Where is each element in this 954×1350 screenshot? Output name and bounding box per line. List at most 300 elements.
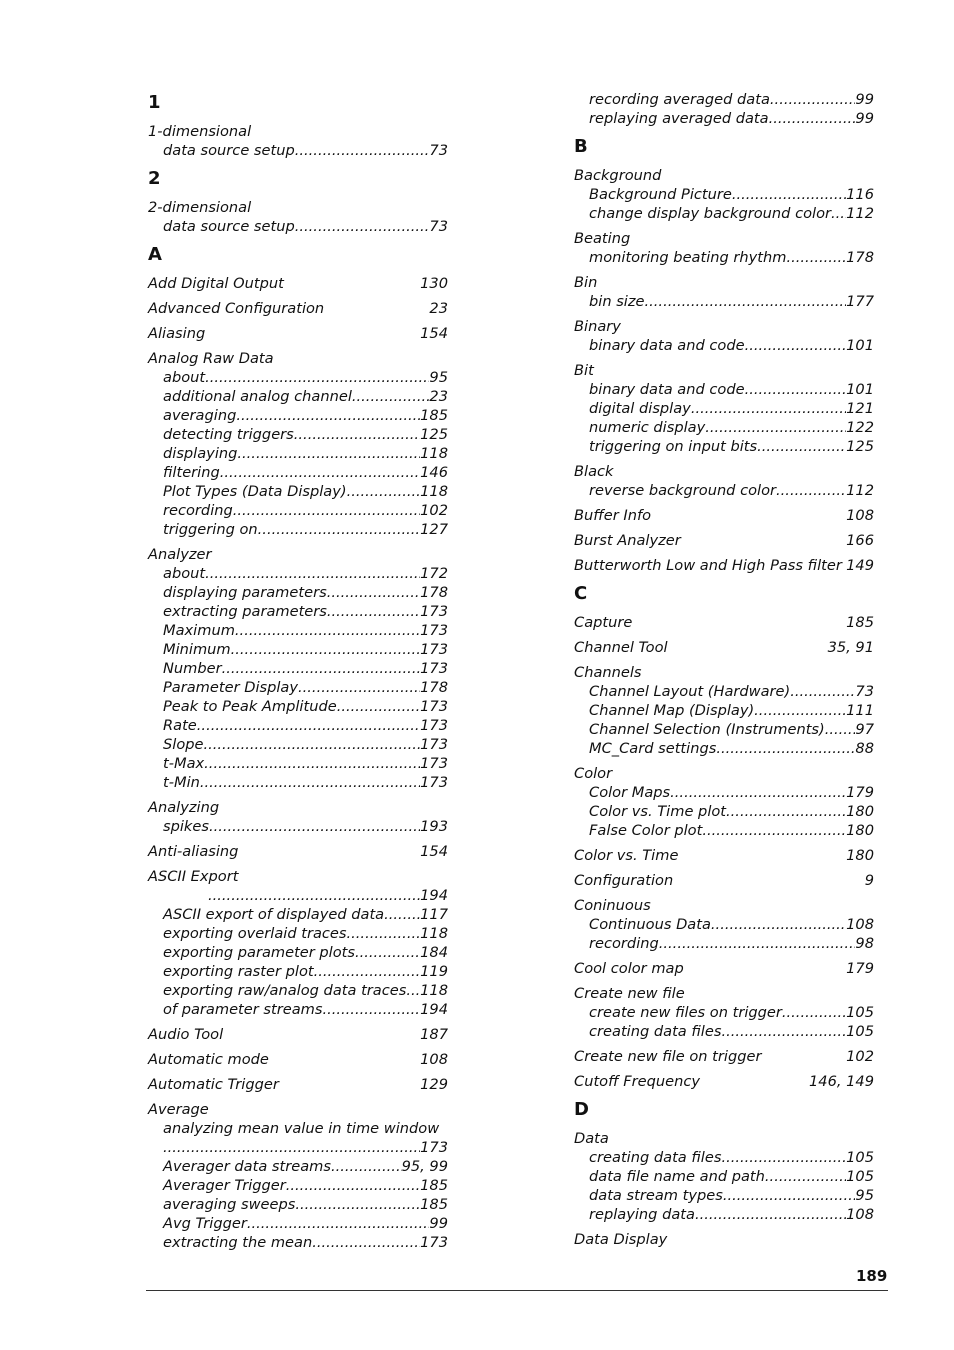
index-subentry (148, 754, 448, 773)
index-entry (574, 462, 874, 500)
index-entry (148, 1100, 448, 1252)
index-subentry-text: False Color plot (589, 822, 703, 839)
index-column-right (574, 90, 874, 1249)
dot-leader (705, 418, 846, 437)
index-page-ref: 127 (420, 521, 448, 538)
index-page-ref: 108 (846, 507, 874, 524)
index-term-row (574, 663, 874, 682)
index-term-row (148, 1025, 448, 1044)
dot-leader (231, 640, 421, 659)
index-subentry-text: of parameter streams (163, 1001, 323, 1018)
dot-leader (347, 924, 421, 943)
index-subentry-text: replaying averaged data (589, 110, 769, 127)
index-subentry (574, 248, 874, 267)
index-letter-heading: A (148, 244, 162, 265)
index-page-ref: 108 (846, 1206, 874, 1223)
dot-leader (331, 1157, 402, 1176)
dot-leader (204, 735, 421, 754)
index-page-ref: 97 (855, 721, 874, 738)
index-page-ref: 23 (429, 300, 448, 317)
index-term: Channels (574, 664, 642, 681)
dot-leader (406, 981, 420, 1000)
dot-leader (337, 697, 420, 716)
index-page-ref: 95 (855, 1187, 874, 1204)
index-subentry-text: Minimum (163, 641, 231, 658)
dot-leader (205, 368, 429, 387)
index-subentry-text: data stream types (589, 1187, 723, 1204)
index-subentry-text: analyzing mean value in time window (163, 1120, 440, 1137)
index-page-ref: 118 (420, 925, 448, 942)
index-page-ref: 121 (846, 400, 874, 417)
index-subentry-text: creating data files (589, 1023, 722, 1040)
index-subentry-text: monitoring beating rhythm (589, 249, 787, 266)
index-term-row (574, 317, 874, 336)
index-subentry (148, 368, 448, 387)
index-subentry (148, 602, 448, 621)
index-subentry-text: displaying parameters (163, 584, 327, 601)
index-subentry-text: about (163, 565, 206, 582)
index-subentry (148, 141, 448, 160)
index-page-ref: 98 (855, 935, 874, 952)
dot-leader (721, 1022, 846, 1041)
index-subentry (148, 640, 448, 659)
index-subentry (574, 739, 874, 758)
index-subentry (148, 943, 448, 962)
dot-leader (327, 583, 420, 602)
dot-leader (237, 444, 420, 463)
dot-leader (384, 905, 420, 924)
index-term: 2-dimensional (148, 199, 252, 216)
index-subentry (574, 821, 874, 840)
index-term-row (148, 299, 448, 318)
index-entry (574, 361, 874, 456)
index-subentry (574, 701, 874, 720)
index-term: Audio Tool (148, 1026, 224, 1043)
index-entry (574, 1047, 874, 1066)
index-subentry-text: about (163, 369, 206, 386)
index-term-row (574, 1072, 874, 1091)
index-term: Cutoff Frequency (574, 1073, 701, 1090)
index-page-ref: 23 (429, 388, 448, 405)
index-page-ref: 95 (429, 369, 448, 386)
index-subentry-text: MC_Card settings (589, 740, 717, 757)
index-term-row (148, 324, 448, 343)
index-page-ref: 125 (420, 426, 448, 443)
index-subentry (574, 204, 874, 223)
index-subentry-text: spikes (163, 818, 209, 835)
index-letter-heading: 1 (148, 92, 161, 113)
index-page-ref: 154 (420, 325, 448, 342)
index-page-ref: 105 (846, 1004, 874, 1021)
index-term: Average (148, 1101, 209, 1118)
index-subentry (148, 583, 448, 602)
index-letter-heading: C (574, 583, 588, 604)
index-subentry (148, 735, 448, 754)
index-page-ref: 185 (420, 1196, 448, 1213)
index-subentry (574, 802, 874, 821)
index-term: Beating (574, 230, 631, 247)
index-subentry-text: exporting parameter plots (163, 944, 355, 961)
index-term-row (574, 506, 874, 525)
index-subentry-text: Number (163, 660, 222, 677)
index-subentry-text: triggering on input bits (589, 438, 758, 455)
index-page-ref: 112 (846, 482, 874, 499)
dot-leader (205, 564, 420, 583)
index-term: Bit (574, 362, 594, 379)
index-term-row (148, 867, 448, 886)
index-page-ref: 88 (855, 740, 874, 757)
index-entry (574, 896, 874, 953)
index-subentry (574, 418, 874, 437)
index-subentry (148, 905, 448, 924)
index-term-row (574, 764, 874, 783)
index-page-ref: 173 (420, 717, 448, 734)
index-page-ref: 173 (420, 755, 448, 772)
index-subentry-text: recording (589, 935, 659, 952)
index-subentry-text: Averager data streams (163, 1158, 331, 1175)
index-subentry-text: data file name and path (589, 1168, 765, 1185)
index-entry (148, 545, 448, 792)
dot-leader (286, 1176, 420, 1195)
index-page-ref: 179 (846, 784, 874, 801)
index-subentry (148, 406, 448, 425)
dot-leader (209, 817, 420, 836)
index-term: Binary (574, 318, 621, 335)
dot-leader (222, 659, 421, 678)
index-term: Buffer Info (574, 507, 652, 524)
index-term: Analyzing (148, 799, 220, 816)
index-page-ref: 108 (846, 916, 874, 933)
index-entry (574, 871, 874, 890)
index-subentry (148, 387, 448, 406)
index-subentry-text: exporting raw/analog data traces (163, 982, 407, 999)
index-term: Configuration (574, 872, 674, 889)
index-page-ref: 73 (429, 142, 448, 159)
index-term: Add Digital Output (148, 275, 284, 292)
index-subentry (574, 1186, 874, 1205)
index-subentry (574, 109, 874, 128)
index-subentry (148, 924, 448, 943)
index-entry (574, 229, 874, 267)
index-subentry (574, 1148, 874, 1167)
index-entry (148, 1075, 448, 1094)
index-term: Background (574, 167, 662, 184)
index-page-ref: 35, 91 (827, 639, 874, 656)
index-entry (574, 663, 874, 758)
dot-leader (831, 204, 846, 223)
index-subentry (574, 1003, 874, 1022)
index-entry (148, 349, 448, 539)
index-subentry (148, 817, 448, 836)
dot-leader (726, 802, 846, 821)
index-page-ref: 9 (864, 872, 874, 889)
index-term-row (148, 349, 448, 368)
index-page-ref: 116 (846, 186, 874, 203)
index-subentry-text: Rate (163, 717, 197, 734)
index-subentry (148, 1119, 448, 1138)
index-page-ref: 173 (420, 698, 448, 715)
index-subentry-text: detecting triggers (163, 426, 294, 443)
index-page-ref: 73 (855, 683, 874, 700)
index-subentry-text: filtering (163, 464, 220, 481)
index-term: Automatic mode (148, 1051, 269, 1068)
index-subentry-text: Color Maps (589, 784, 671, 801)
index-page-ref: 173 (420, 1234, 448, 1251)
index-subentry-text: Background Picture (589, 186, 732, 203)
index-subentry (574, 90, 874, 109)
index-entry (574, 764, 874, 840)
index-subentry (574, 481, 874, 500)
index-term: Bin (574, 274, 598, 291)
dot-leader (757, 437, 846, 456)
index-subentry-text: averaging (163, 407, 237, 424)
index-term: Advanced Configuration (148, 300, 325, 317)
index-subentry-text: Channel Map (Display) (589, 702, 755, 719)
index-entry (574, 613, 874, 632)
index-entry (148, 274, 448, 293)
index-subentry (574, 934, 874, 953)
index-term-row (148, 1100, 448, 1119)
index-term-row (574, 846, 874, 865)
index-page-ref: 173 (420, 622, 448, 639)
index-subentry (148, 678, 448, 697)
index-page-ref: 178 (846, 249, 874, 266)
index-term: Capture (574, 614, 633, 631)
dot-leader (235, 621, 420, 640)
index-subentry-text: bin size (589, 293, 645, 310)
index-page-ref: 185 (420, 407, 448, 424)
index-subentry-text: recording averaged data (589, 91, 770, 108)
dot-leader (295, 217, 430, 236)
dot-leader (204, 754, 420, 773)
dot-leader (322, 1000, 420, 1019)
index-subentry (148, 1138, 448, 1157)
index-subentry-text: exporting overlaid traces (163, 925, 347, 942)
index-page-ref: 111 (846, 702, 874, 719)
index-subentry-text: Continuous Data (589, 916, 711, 933)
index-subentry (148, 962, 448, 981)
index-page-ref: 146 (420, 464, 448, 481)
index-entry (574, 638, 874, 657)
index-subentry (148, 564, 448, 583)
index-page-ref: 130 (420, 275, 448, 292)
index-subentry (148, 1195, 448, 1214)
index-entry (148, 1025, 448, 1044)
index-term-row (574, 1047, 874, 1066)
index-page-ref: 172 (420, 565, 448, 582)
dot-leader (825, 720, 856, 739)
index-entry (148, 122, 448, 160)
index-term: Coninuous (574, 897, 651, 914)
index-subentry (574, 185, 874, 204)
index-entry (574, 531, 874, 550)
index-subentry-text: Maximum (163, 622, 235, 639)
index-letter-heading: B (574, 136, 588, 157)
index-subentry-text: triggering on (163, 521, 258, 538)
index-page-ref: 101 (846, 337, 874, 354)
index-subentry (574, 915, 874, 934)
index-term-row (574, 462, 874, 481)
index-term-row (574, 1230, 874, 1249)
index-term-row (574, 229, 874, 248)
index-page-ref: 173 (420, 641, 448, 658)
index-page-ref: 173 (420, 660, 448, 677)
index-subentry (148, 886, 448, 905)
index-entry (574, 1230, 874, 1249)
index-subentry (148, 659, 448, 678)
index-term-row (574, 273, 874, 292)
index-term: Automatic Trigger (148, 1076, 279, 1093)
index-term: Channel Tool (574, 639, 668, 656)
index-letter-heading: 2 (148, 168, 161, 189)
index-subentry (148, 1214, 448, 1233)
index-subentry (148, 501, 448, 520)
index-page-ref: 99 (855, 91, 874, 108)
dot-leader (732, 185, 846, 204)
index-entry (574, 1072, 874, 1091)
index-entry (574, 273, 874, 311)
dot-leader (327, 602, 420, 621)
dot-leader (197, 716, 420, 735)
index-page-ref: 118 (420, 483, 448, 500)
index-page-ref: 177 (846, 293, 874, 310)
index-subentry (148, 621, 448, 640)
index-term: Black (574, 463, 614, 480)
index-page-ref: 184 (420, 944, 448, 961)
index-subentry-text: additional analog channel (163, 388, 352, 405)
index-subentry (574, 682, 874, 701)
index-subentry-text: create new files on trigger (589, 1004, 782, 1021)
dot-leader (765, 1167, 846, 1186)
index-subentry (574, 783, 874, 802)
index-entry (574, 959, 874, 978)
index-subentry (148, 217, 448, 236)
dot-leader (208, 886, 420, 905)
index-term: Analog Raw Data (148, 350, 274, 367)
index-page-ref: 105 (846, 1149, 874, 1166)
index-term: Data (574, 1130, 609, 1147)
index-subentry (148, 520, 448, 539)
index-subentry (574, 380, 874, 399)
index-subentry (148, 1000, 448, 1019)
index-term-row (148, 545, 448, 564)
index-term-row (148, 1050, 448, 1069)
index-page-ref: 180 (846, 803, 874, 820)
index-subentry-text: ASCII export of displayed data (163, 906, 385, 923)
index-subentry-text: t-Min (163, 774, 200, 791)
index-page-ref: 173 (420, 603, 448, 620)
index-subentry-text: binary data and code (589, 337, 745, 354)
index-subentry-text: reverse background color (589, 482, 777, 499)
dot-leader (236, 406, 420, 425)
index-page-ref: 149 (846, 557, 874, 574)
index-page-ref: 102 (846, 1048, 874, 1065)
dot-leader (645, 292, 847, 311)
index-page-ref: 146, 149 (809, 1073, 874, 1090)
dot-leader (294, 425, 420, 444)
dot-leader (258, 520, 420, 539)
index-subentry-text: Channel Layout (Hardware) (589, 683, 791, 700)
dot-leader (355, 943, 420, 962)
dot-leader (347, 482, 421, 501)
index-subentry-text: data source setup (163, 142, 295, 159)
index-entry (574, 90, 874, 128)
index-subentry-text: Plot Types (Data Display) (163, 483, 347, 500)
index-term-row (148, 274, 448, 293)
index-term-row (574, 959, 874, 978)
index-entry (148, 198, 448, 236)
index-subentry (148, 444, 448, 463)
dot-leader (352, 387, 430, 406)
index-page-ref: 178 (420, 584, 448, 601)
index-term: Create new file (574, 985, 685, 1002)
index-term: Analyzer (148, 546, 212, 563)
index-page-ref: 122 (846, 419, 874, 436)
index-entry (574, 506, 874, 525)
index-subentry (148, 716, 448, 735)
index-subentry (574, 1167, 874, 1186)
index-term-row (574, 613, 874, 632)
index-page-ref: 173 (420, 736, 448, 753)
index-term-row (574, 531, 874, 550)
index-page-ref: 166 (846, 532, 874, 549)
dot-leader (770, 90, 856, 109)
index-entry (574, 1129, 874, 1224)
dot-leader (790, 682, 855, 701)
dot-leader (314, 962, 421, 981)
index-page-ref: 185 (846, 614, 874, 631)
dot-leader (691, 399, 846, 418)
index-entry (148, 324, 448, 343)
index-subentry (574, 336, 874, 355)
index-term-row (574, 166, 874, 185)
dot-leader (716, 739, 855, 758)
dot-leader (659, 934, 856, 953)
index-subentry-text: extracting the mean (163, 1234, 313, 1251)
index-subentry-text: change display background color (589, 205, 832, 222)
index-subentry-text: recording (163, 502, 233, 519)
index-page-ref: 178 (420, 679, 448, 696)
index-subentry-text: Channel Selection (Instruments) (589, 721, 825, 738)
index-page-ref: 95, 99 (401, 1158, 448, 1175)
index-term: Cool color map (574, 960, 684, 977)
dot-leader (295, 141, 430, 160)
index-page-ref: 117 (420, 906, 448, 923)
index-page-ref: 193 (420, 818, 448, 835)
index-page-ref: 194 (420, 887, 448, 904)
index-subentry-text: Slope (163, 736, 204, 753)
index-page-ref: 180 (846, 847, 874, 864)
dot-leader (200, 773, 420, 792)
dot-leader (711, 915, 846, 934)
index-page-ref: 105 (846, 1168, 874, 1185)
dot-leader (769, 109, 856, 128)
index-column-left (148, 90, 448, 1252)
index-term-row (574, 1129, 874, 1148)
index-term: Data Display (574, 1231, 668, 1248)
index-page-ref: 99 (429, 1215, 448, 1232)
dot-leader (695, 1205, 846, 1224)
index-term: Anti-aliasing (148, 843, 239, 860)
index-page-ref: 108 (420, 1051, 448, 1068)
index-page-ref: 105 (846, 1023, 874, 1040)
dot-leader (754, 701, 846, 720)
index-page-ref: 173 (420, 1139, 448, 1156)
index-page-ref: 194 (420, 1001, 448, 1018)
dot-leader (312, 1233, 420, 1252)
index-subentry (148, 981, 448, 1000)
index-entry (148, 1050, 448, 1069)
